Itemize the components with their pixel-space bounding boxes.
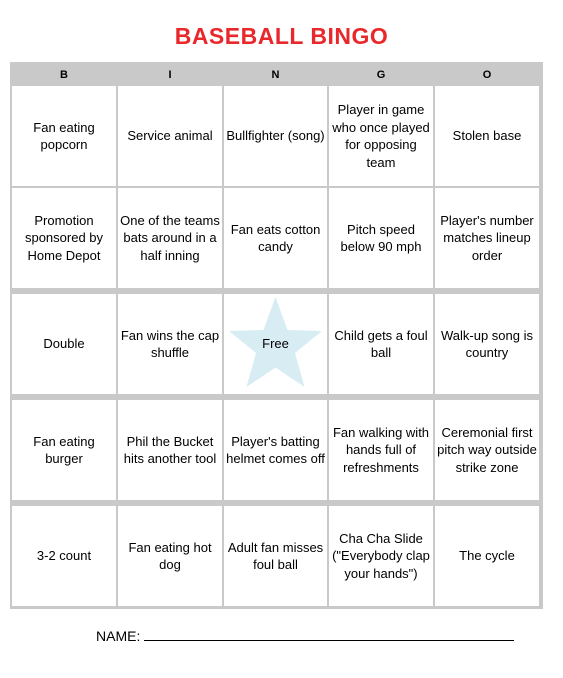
cell-text: Bullfighter (song) — [226, 128, 325, 144]
bingo-header-row — [10, 62, 543, 84]
bingo-cell — [435, 294, 539, 394]
free-label: Free — [262, 336, 289, 352]
cell-text: Promotion sponsored by Home Depot — [24, 212, 104, 263]
header-g: G — [376, 69, 386, 81]
cell-text: Cha Cha Slide ("Everybody clap your hands") — [332, 530, 430, 581]
cell-text: Ceremonial first pitch way outside strike zone — [437, 424, 537, 475]
cell-text: Player's number matches lineup order — [440, 212, 534, 263]
bingo-cell — [118, 294, 222, 394]
cell-text: Fan wins the cap shuffle — [120, 327, 220, 360]
cell-text: Phil the Bucket hits another tool — [123, 433, 217, 466]
bingo-cell — [224, 188, 327, 288]
cell-text: Service animal — [127, 128, 213, 144]
cell-text: Child gets a foul ball — [334, 327, 428, 360]
bingo-cell — [329, 294, 433, 394]
header-i: I — [168, 69, 172, 81]
bingo-cell — [224, 400, 327, 500]
bingo-cell — [329, 188, 433, 288]
bingo-cell — [329, 506, 433, 606]
cell-text: One of the teams bats around in a half inning — [120, 212, 220, 263]
bingo-cell — [12, 86, 116, 186]
bingo-cell — [118, 188, 222, 288]
bingo-cell — [12, 294, 116, 394]
cell-text: Player in game who once played for opposing team — [332, 102, 430, 170]
cell-text: Fan eating hot dog — [128, 539, 212, 572]
cell-text: Stolen base — [452, 128, 522, 144]
cell-text: Fan eating burger — [33, 433, 95, 466]
cell-text: Pitch speed below 90 mph — [340, 221, 422, 254]
cell-text: Fan eats cotton candy — [230, 221, 321, 254]
cell-text: The cycle — [459, 548, 515, 564]
header-o: O — [482, 69, 492, 81]
cell-text: Fan walking with hands full of refreshments — [332, 424, 430, 475]
bingo-cell — [435, 506, 539, 606]
cell-text: Double — [43, 336, 85, 352]
bingo-cell — [329, 400, 433, 500]
bingo-cell — [435, 86, 539, 186]
bingo-cell — [12, 506, 116, 606]
bingo-cell — [118, 506, 222, 606]
free-cell — [224, 294, 327, 394]
bingo-cell — [435, 400, 539, 500]
bingo-cell — [118, 400, 222, 500]
cell-text: Walk-up song is country — [441, 327, 533, 360]
bingo-cell — [118, 86, 222, 186]
bingo-cell — [224, 86, 327, 186]
cell-text: Adult fan misses foul ball — [227, 539, 324, 572]
bingo-cell — [12, 400, 116, 500]
bingo-cell — [12, 188, 116, 288]
name-underline — [144, 626, 514, 641]
name-label: NAME: — [96, 628, 141, 644]
bingo-cell — [435, 188, 539, 288]
bingo-board — [10, 62, 543, 609]
page-title: BASEBALL BINGO — [174, 23, 389, 49]
header-n: N — [271, 69, 280, 81]
bingo-cell — [224, 506, 327, 606]
header-b: B — [60, 69, 68, 81]
cell-text: Player's batting helmet comes off — [226, 433, 325, 466]
name-field — [96, 626, 514, 645]
bingo-cell — [329, 86, 433, 186]
cell-text: Fan eating popcorn — [33, 119, 95, 152]
cell-text: 3-2 count — [36, 548, 92, 564]
